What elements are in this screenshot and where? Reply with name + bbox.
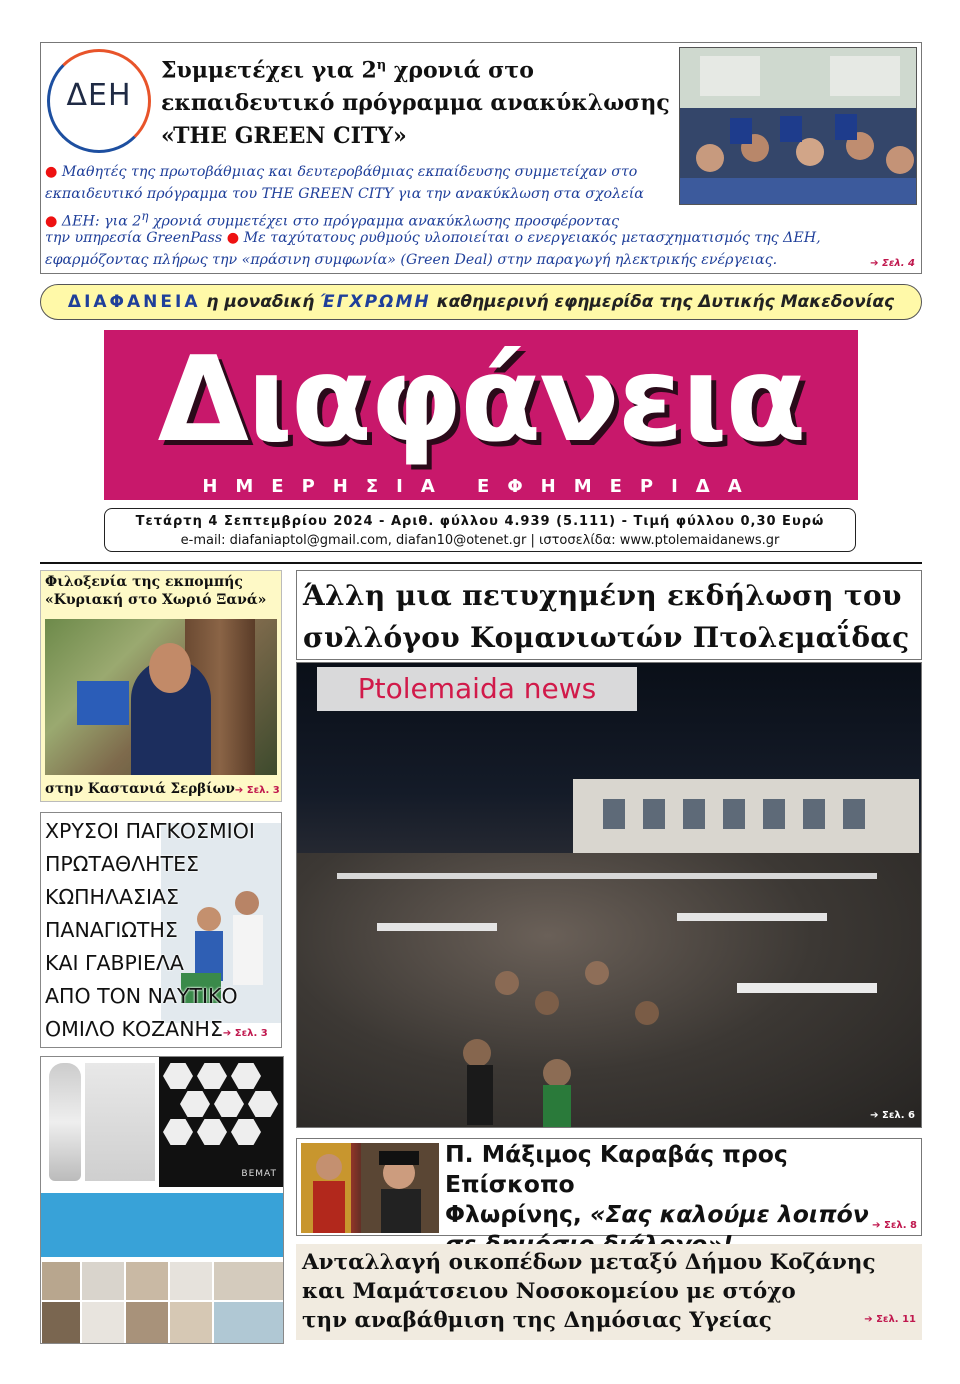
bishop-line2-quote: «Σας καλούμε λοιπόν: [590, 1200, 869, 1228]
deh-article-box[interactable]: [40, 42, 922, 274]
kastania-title-line2: «Κυριακή στο Χωριό Ξανά»: [45, 592, 267, 608]
bullet-dot-icon: ●: [45, 213, 58, 230]
hex-tile: [231, 1063, 261, 1089]
bullet-dot-icon: ●: [226, 230, 240, 246]
land-exchange-article[interactable]: [296, 1244, 922, 1340]
rowing-line-1: ΧΡΥΣΟΙ ΠΑΓΚΟΣΜΙΟΙ: [45, 819, 255, 843]
masthead-title: Διαφάνεια: [157, 330, 805, 468]
contact-line[interactable]: e-mail: diafaniaptol@gmail.com, diafan10@otenet.gr | ιστοσελίδα: www.ptolemaidanews.gr: [180, 533, 780, 548]
rowing-article[interactable]: [40, 812, 282, 1048]
banner-color-word: ΈΓΧΡΩΜΗ: [320, 292, 431, 312]
product-tile: [169, 1301, 213, 1344]
bishop-headline: [445, 1139, 921, 1259]
crowd-tables: [297, 853, 922, 1128]
product-tile: [125, 1301, 169, 1344]
deh-bullet2-post: χρονιά συμμετέχει στο πρόγραμμα ανακύκλωσης προσφέροντας: [148, 213, 620, 230]
deh-logo-text: ΔΕΗ: [66, 78, 132, 113]
bullet-dot-icon: ●: [45, 164, 58, 180]
hex-tile: [163, 1119, 193, 1145]
hex-tile: [197, 1119, 227, 1145]
kastania-page-ref[interactable]: ➔ Σελ. 3: [234, 785, 280, 796]
deh-bullet2-sup: η: [141, 209, 149, 223]
hex-tile: [163, 1063, 193, 1089]
masthead[interactable]: [104, 330, 858, 500]
hex-tile: [248, 1091, 278, 1117]
deh-bullet3-line2: εφαρμόζοντας πλήρως την «πράσινη συμφωνία» (Green Deal) στην παραγωγή ηλεκτρικής ενέργειας.: [45, 252, 778, 268]
rowing-line-5: ΚΑΙ ΓΑΒΡΙΕΛΑ: [45, 951, 184, 975]
main-event-photo: [296, 662, 922, 1128]
main-page-ref[interactable]: ➔ Σελ. 6: [870, 1110, 915, 1121]
kastania-caption: [45, 779, 283, 801]
issue-info-box: [104, 508, 856, 552]
banner-text-2: καθημερινή εφημερίδα της Δυτικής Μακεδονίας: [430, 292, 895, 312]
students-photo-illustration: [680, 48, 917, 205]
section-divider: [40, 562, 922, 564]
land-exchange-line3: την αναβάθμιση της Δημόσιας Υγείας: [302, 1308, 772, 1333]
main-headline-line2: συλλόγου Κομανιωτών Πτολεμαΐδας: [303, 621, 910, 654]
hex-tile: [231, 1119, 261, 1145]
kastania-photo: [45, 619, 277, 775]
deh-headline-line1-post: χρονιά στο: [386, 57, 534, 84]
bishop-page-ref[interactable]: ➔ Σελ. 8: [872, 1220, 917, 1231]
tagline-banner: [40, 284, 922, 320]
hex-tile: [180, 1091, 210, 1117]
banner-text-1: η μοναδική: [200, 292, 321, 312]
product-tile: [213, 1261, 284, 1301]
statue-image: [49, 1063, 81, 1181]
deh-logo: [47, 49, 151, 153]
clergy-photo: [301, 1143, 439, 1233]
crowd-illustration: [297, 853, 922, 1128]
bemat-logo: BEMAT: [241, 1169, 277, 1179]
building-window: [763, 799, 785, 829]
deh-bullet1-line2: εκπαιδευτικό πρόγραμμα του THE GREEN CITY για την ανακύκλωση στα σχολεία: [45, 186, 644, 202]
main-headline[interactable]: [296, 570, 922, 660]
rowing-headline: [45, 815, 281, 1048]
deh-bullet2-pre: ΔΕΗ: για 2: [61, 213, 142, 230]
clergy-illustration: [301, 1143, 439, 1233]
building-window: [803, 799, 825, 829]
kastania-title: [45, 573, 281, 609]
product-tile: [81, 1301, 125, 1344]
bemat-blue-band: [41, 1193, 284, 1257]
hex-tile: [214, 1091, 244, 1117]
building-window: [723, 799, 745, 829]
building-window: [683, 799, 705, 829]
bemat-top-panel: [41, 1057, 284, 1187]
deh-page-ref[interactable]: ➔ Σελ. 4: [870, 258, 915, 269]
host-face: [149, 643, 191, 693]
deh-headline[interactable]: [161, 49, 681, 153]
building-window: [843, 799, 865, 829]
bishop-line1: Π. Μάξιμος Καραβάς προς Επίσκοπο: [445, 1140, 788, 1198]
land-exchange-line1: Ανταλλαγή οικοπέδων μεταξύ Δήμου Κοζάνης: [302, 1250, 876, 1275]
product-tile: [41, 1261, 81, 1301]
building-window: [603, 799, 625, 829]
rowing-line-3: ΚΩΠΗΛΑΣΙΑΣ: [45, 885, 179, 909]
kastania-caption-text: στην Καστανιά Σερβίων: [45, 781, 235, 797]
product-tile: [81, 1261, 125, 1301]
issue-date-line: Τετάρτη 4 Σεπτεμβρίου 2024 - Αριθ. φύλλου 4.939 (5.111) - Τιμή φύλλου 0,30 Ευρώ: [135, 514, 825, 529]
kastania-title-line1: Φιλοξενία της εκπομπής: [45, 574, 243, 590]
rowing-line-4: ΠΑΝΑΓΙΩΤΗΣ: [45, 918, 178, 942]
deh-headline-sup: η: [376, 58, 387, 73]
land-exchange-page-ref[interactable]: ➔ Σελ. 11: [864, 1314, 916, 1325]
bemat-advertisement[interactable]: [40, 1056, 284, 1344]
deh-bullets: [45, 161, 675, 233]
deh-bullet2-line2: την υπηρεσία GreenPass: [45, 230, 223, 246]
bishop-line2-name: Φλωρίνης,: [445, 1200, 591, 1228]
kastania-article[interactable]: [40, 570, 282, 802]
deh-headline-line1: Συμμετέχει για 2: [161, 57, 377, 84]
rowing-line-2: ΠΡΩΤΑΘΛΗΤΕΣ: [45, 852, 199, 876]
deh-bullet3-line1: Με ταχύτατους ρυθμούς υλοποιείται ο ενεργειακός μετασχηματισμός της ΔΕΗ,: [243, 230, 821, 246]
product-tile: [41, 1301, 81, 1344]
photo-watermark: Ptolemaida news: [317, 667, 637, 711]
deh-headline-line3: «THE GREEN CITY»: [161, 123, 407, 150]
book-prop: [77, 681, 129, 725]
product-tile: [213, 1301, 284, 1344]
hex-tile: [197, 1063, 227, 1089]
building-window: [643, 799, 665, 829]
land-exchange-line2: και Μαμάτσειου Νοσοκομείου με στόχο: [302, 1279, 796, 1304]
bishop-article[interactable]: [296, 1138, 922, 1236]
masthead-subtitle: ΗΜΕΡΗΣΙΑ ΕΦΗΜΕΡΙΔΑ: [202, 476, 760, 497]
deh-bullet1-line1: Μαθητές της πρωτοβάθμιας και δευτεροβάθμιας εκπαίδευσης συμμετείχαν στο: [61, 164, 638, 180]
rowing-page-ref[interactable]: ➔ Σελ. 3: [222, 1028, 268, 1039]
deh-bullets-wide: [45, 227, 915, 275]
relief-panel-image: [85, 1063, 155, 1181]
product-tile: [169, 1261, 213, 1301]
rowing-line-7: ΟΜΙΛΟ ΚΟΖΑΝΗΣ: [45, 1017, 223, 1041]
bemat-product-grid: [41, 1261, 284, 1344]
deh-students-photo: [679, 47, 917, 205]
deh-headline-line2: εκπαιδευτικό πρόγραμμα ανακύκλωσης: [161, 90, 670, 117]
main-headline-line1: Άλλη μια πετυχημένη εκδήλωση του: [303, 579, 902, 612]
hex-wall-image: [159, 1057, 284, 1187]
product-tile: [125, 1261, 169, 1301]
banner-paper-name: ΔΙΑΦΑΝΕΙΑ: [67, 292, 201, 312]
rowing-line-6: ΑΠΟ ΤΟΝ ΝΑΥΤΙΚΟ: [45, 984, 238, 1008]
